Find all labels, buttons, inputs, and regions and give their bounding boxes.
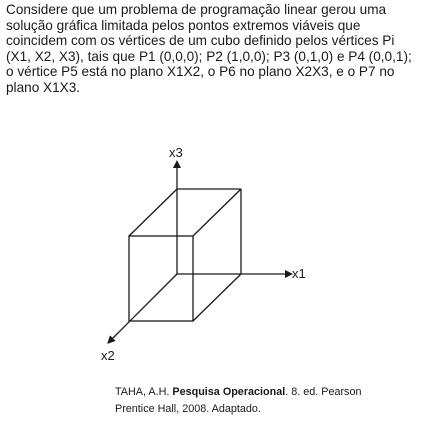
depth-edge-bottom-right — [193, 274, 241, 321]
depth-edge-top-right — [193, 189, 241, 236]
citation-title: Pesquisa Operacional — [172, 386, 286, 398]
citation-line-2: Prentice Hall, 2008. Adaptado. — [115, 403, 261, 415]
x2-axis-label: x2 — [101, 348, 115, 363]
question-paragraph: Considere que um problema de programação linear gerou uma solução gráfica limitada pelos pontos extremos viáveis que coincidem com os vértices de um cubo definido pelos vértices Pi (X1, X2, X3), tais que P1 (0,0,0); P2 (1,0,0); P3 (0,1,0) e P4 (0,0,1); o vértice P5 está no plano X1X2, o P6 no plano X2X3, e o P7 no plano X1X3. — [6, 2, 412, 95]
x1-axis-label: x1 — [292, 266, 306, 281]
x3-axis-label: x3 — [169, 145, 183, 160]
citation-line-1 — [115, 384, 415, 401]
citation-author: TAHA, A.H. — [115, 386, 173, 398]
depth-edge-top-left — [129, 189, 177, 236]
front-face — [129, 236, 193, 321]
source-citation — [115, 384, 415, 418]
citation-edition: . 8. ed. Pearson — [285, 386, 362, 398]
x2-axis — [110, 274, 177, 341]
